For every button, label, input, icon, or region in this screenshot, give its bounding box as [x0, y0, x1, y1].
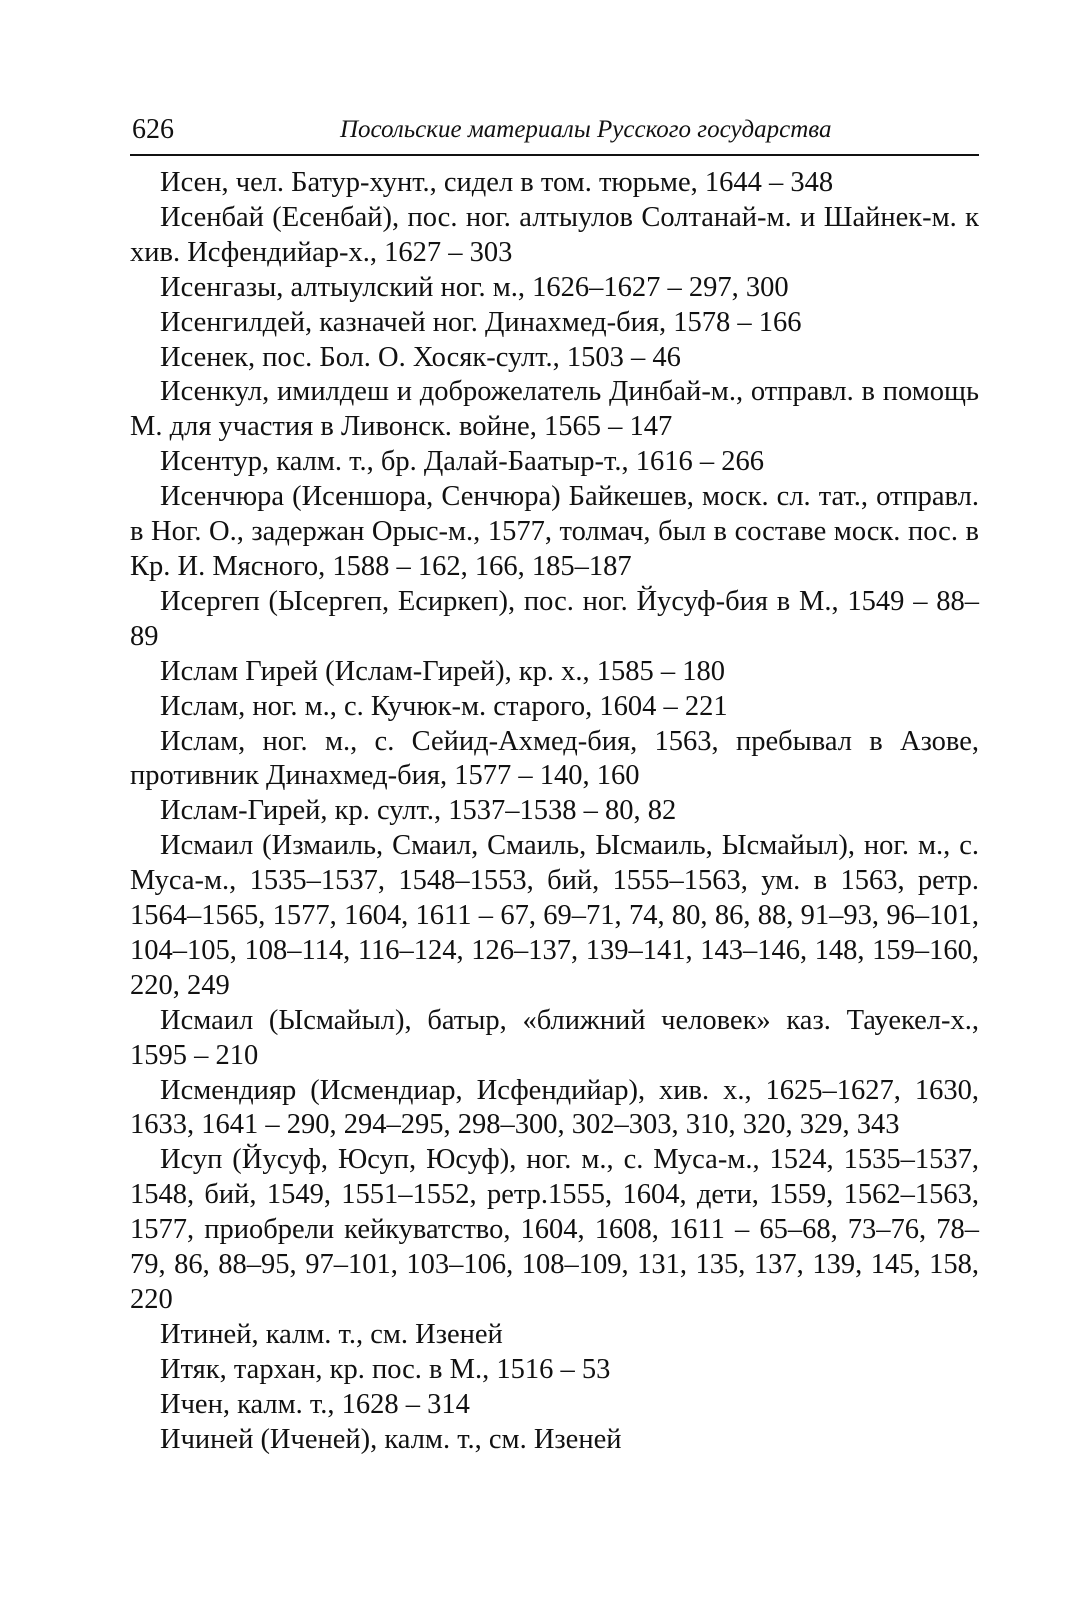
index-entry: Исентур, калм. т., бр. Далай-Баатыр-т., 1616 – 266	[160, 446, 764, 478]
index-entry: Итяк, тархан, кр. пос. в М., 1516 – 53	[160, 1353, 611, 1385]
index-entry: Исенек, пос. Бол. О. Хосяк-султ., 1503 – 46	[160, 341, 681, 373]
index-entry: Исенкул, имилдеш и доброжелатель Динбай-м., отправл. в помощь М. для участия в Ливонск. войне, 1565 – 147	[130, 376, 979, 443]
index-entry: Исуп (Йусуф, Юсуп, Юсуф), ног. м., с. Муса-м., 1524, 1535–1537, 1548, бий, 1549, 1551–1552, ретр.1555, 1604, дети, 1559, 1562–1563, 1577, приобрели кейкуватство, 1604, 1608, 1611 – 65–68, 73–76, 78–79, 86, 88–95, 97–101, 103–106, 108–109, 131, 135, 137, 139, 145, 158, 220	[130, 1144, 979, 1315]
index-entry: Исмаил (Измаиль, Смаил, Смаиль, Ысмаиль, Ысмайыл), ног. м., с. Муса-м., 1535–1537, 1548–1553, бий, 1555–1563, ум. в 1563, ретр. 1564–1565, 1577, 1604, 1611 – 67, 69–71, 74, 80, 86, 88, 91–93, 96–101, 104–105, 108–114, 116–124, 126–137, 139–141, 143–146, 148, 159–160, 220, 249	[130, 830, 979, 1001]
index-entries	[130, 166, 979, 1458]
index-entry: Итиней, калм. т., см. Изеней	[160, 1318, 503, 1350]
book-page	[130, 108, 979, 1458]
index-entry: Исмендияр (Исмендиар, Исфендийар), хив. х., 1625–1627, 1630, 1633, 1641 – 290, 294–295, 298–300, 302–303, 310, 320, 329, 343	[130, 1074, 979, 1141]
index-entry: Исенчюра (Исеншора, Сенчюра) Байкешев, моск. сл. тат., отправл. в Ног. О., задержан Орыс-м., 1577, толмач, был в составе моск. пос. в Кр. И. Мясного, 1588 – 162, 166, 185–187	[130, 481, 979, 582]
index-entry: Ичиней (Иченей), калм. т., см. Изеней	[160, 1423, 622, 1455]
index-entry: Исергеп (Ысергеп, Есиркеп), пос. ног. Йусуф-бия в М., 1549 – 88–89	[130, 585, 979, 652]
index-entry: Ислам Гирей (Ислам-Гирей), кр. х., 1585 – 180	[160, 655, 726, 687]
running-title: Посольские материалы Русского государства	[340, 116, 832, 143]
page-header	[130, 108, 979, 156]
index-entry: Исенгазы, алтыулский ног. м., 1626–1627 – 297, 300	[160, 271, 789, 303]
index-entry: Ислам-Гирей, кр. султ., 1537–1538 – 80, 82	[160, 795, 677, 827]
index-entry: Исенгилдей, казначей ног. Динахмед-бия, 1578 – 166	[160, 306, 802, 338]
index-entry: Исен, чел. Батур-хунт., сидел в том. тюрьме, 1644 – 348	[160, 167, 834, 198]
index-entry: Ичен, калм. т., 1628 – 314	[160, 1388, 470, 1420]
index-entry: Исмаил (Ысмайыл), батыр, «ближний человек» каз. Тауекел-х., 1595 – 210	[130, 1004, 979, 1071]
index-entry: Ислам, ног. м., с. Сейид-Ахмед-бия, 1563, пребывал в Азове, противник Динахмед-бия, 1577 – 140, 160	[130, 725, 979, 792]
index-entry: Ислам, ног. м., с. Кучюк-м. старого, 1604 – 221	[160, 690, 728, 722]
page-number: 626	[132, 114, 174, 145]
index-entry: Исенбай (Есенбай), пос. ног. алтыулов Солтанай-м. и Шайнек-м. к хив. Исфендийар-х., 1627 – 303	[130, 201, 979, 268]
